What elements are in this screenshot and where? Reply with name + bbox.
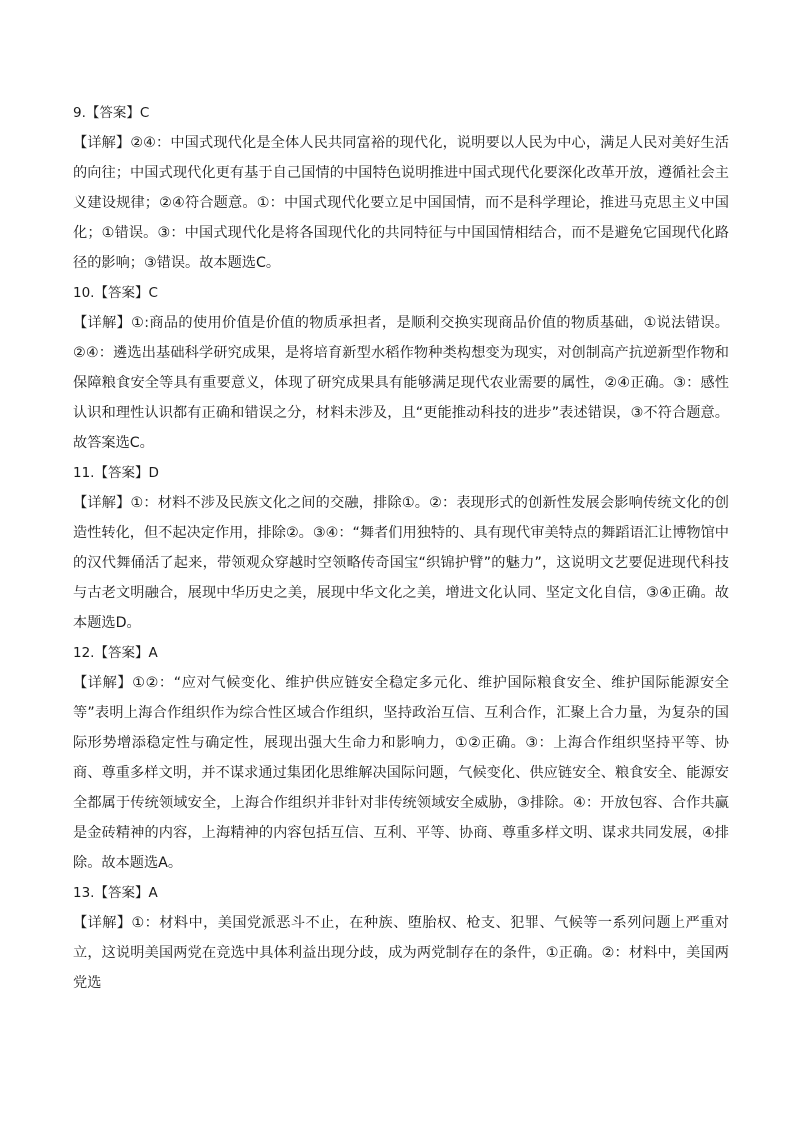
answer-value: C bbox=[139, 105, 150, 121]
detail-text: ①:商品的使用价值是价值的物质承担者，是顺利交换实现商品价值的物质基础，①说法错误。②④：遴选出基础科学研究成果，是将培育新型水稻作物种类构想变为现实，对创制高产抗逆新型作物和保障粮食安全等具有重要意义，体现了研究成果具有能够满足现代农业需要的属性，②④正确。③：感性认识和理性认识都有正确和错误之分，材料未涉及，且“更能推动科技的进步”表述错误，③不符合题意。故答案选C。 bbox=[73, 315, 729, 451]
detail-label: 【详解】 bbox=[73, 495, 131, 511]
question-item bbox=[73, 278, 729, 458]
detail-text: ①②：“应对气候变化、维护供应链安全稳定多元化、维护国际粮食安全、维护国际能源安全等”表明上海合作组织作为综合性区域合作组织，坚持政治互信、互利合作，汇聚上合力量，为复杂的国际形势增添稳定性与确定性，展现出强大生命力和影响力，①②正确。③：上海合作组织坚持平等、协商、尊重多样文明，并不谋求通过集团化思维解决国际问题，气候变化、供应链安全、粮食安全、能源安全都属于传统领域安全，上海合作组织并非针对非传统领域安全威胁，③排除。④：开放包容、合作共赢是金砖精神的内容，上海精神的内容包括互信、互利、平等、协商、尊重多样文明、谋求共同发展，④排除。故本题选A。 bbox=[73, 675, 729, 871]
detail-label: 【详解】 bbox=[73, 135, 131, 151]
question-item bbox=[73, 638, 729, 878]
question-number: 13. bbox=[73, 885, 95, 901]
question-item bbox=[73, 98, 729, 278]
answer-label: 【答案】 bbox=[94, 465, 149, 481]
answer-label: 【答案】 bbox=[85, 105, 140, 121]
question-number: 12. bbox=[73, 645, 95, 661]
answer-label: 【答案】 bbox=[94, 645, 149, 661]
detail-text: ①：材料不涉及民族文化之间的交融，排除①。②：表现形式的创新性发展会影响传统文化的创造性转化，但不起决定作用，排除②。③④：“舞者们用独特的、具有现代审美特点的舞蹈语汇让博物馆中的汉代舞俑活了起来，带领观众穿越时空领略传奇国宝“织锦护臂”的魅力”，这说明文艺要促进现代科技与古老文明融合，展现中华历史之美，展现中华文化之美，增进文化认同、坚定文化自信，③④正确。故本题选D。 bbox=[73, 495, 729, 631]
answer-label: 【答案】 bbox=[94, 885, 149, 901]
answer-value: A bbox=[148, 885, 158, 901]
question-header bbox=[73, 878, 729, 908]
question-number: 9. bbox=[73, 105, 86, 121]
question-number: 11. bbox=[73, 465, 95, 481]
detail-label: 【详解】 bbox=[73, 315, 132, 331]
question-item bbox=[73, 458, 729, 638]
question-number: 10. bbox=[73, 285, 95, 301]
question-item bbox=[73, 878, 729, 998]
question-detail bbox=[73, 668, 729, 878]
question-header bbox=[73, 278, 729, 308]
detail-text: ①：材料中，美国党派恶斗不止，在种族、堕胎权、枪支、犯罪、气候等一系列问题上严重对立，这说明美国两党在竞选中具体利益出现分歧，成为两党制存在的条件，①正确。②：材料中，美国两党选 bbox=[73, 915, 729, 991]
question-header bbox=[73, 98, 729, 128]
question-detail bbox=[73, 908, 729, 998]
answer-value: C bbox=[148, 285, 158, 301]
question-header bbox=[73, 458, 729, 488]
answer-value: A bbox=[148, 645, 158, 661]
answer-explanations bbox=[73, 98, 729, 998]
detail-text: ②④：中国式现代化是全体人民共同富裕的现代化，说明要以人民为中心，满足人民对美好生活的向往；中国式现代化更有基于自己国情的中国特色说明推进中国式现代化要深化改革开放，遵循社会主义建设规律；②④符合题意。①：中国式现代化要立足中国国情，而不是科学理论，推进马克思主义中国化；①错误。③：中国式现代化是将各国现代化的共同特征与中国国情相结合，而不是避免它国现代化路径的影响；③错误。故本题选C。 bbox=[73, 135, 729, 271]
detail-label: 【详解】 bbox=[73, 915, 132, 931]
question-header bbox=[73, 638, 729, 668]
detail-label: 【详解】 bbox=[73, 675, 133, 691]
question-detail bbox=[73, 128, 729, 278]
question-detail bbox=[73, 488, 729, 638]
answer-label: 【答案】 bbox=[94, 285, 149, 301]
answer-value: D bbox=[148, 465, 159, 481]
question-detail bbox=[73, 308, 729, 458]
